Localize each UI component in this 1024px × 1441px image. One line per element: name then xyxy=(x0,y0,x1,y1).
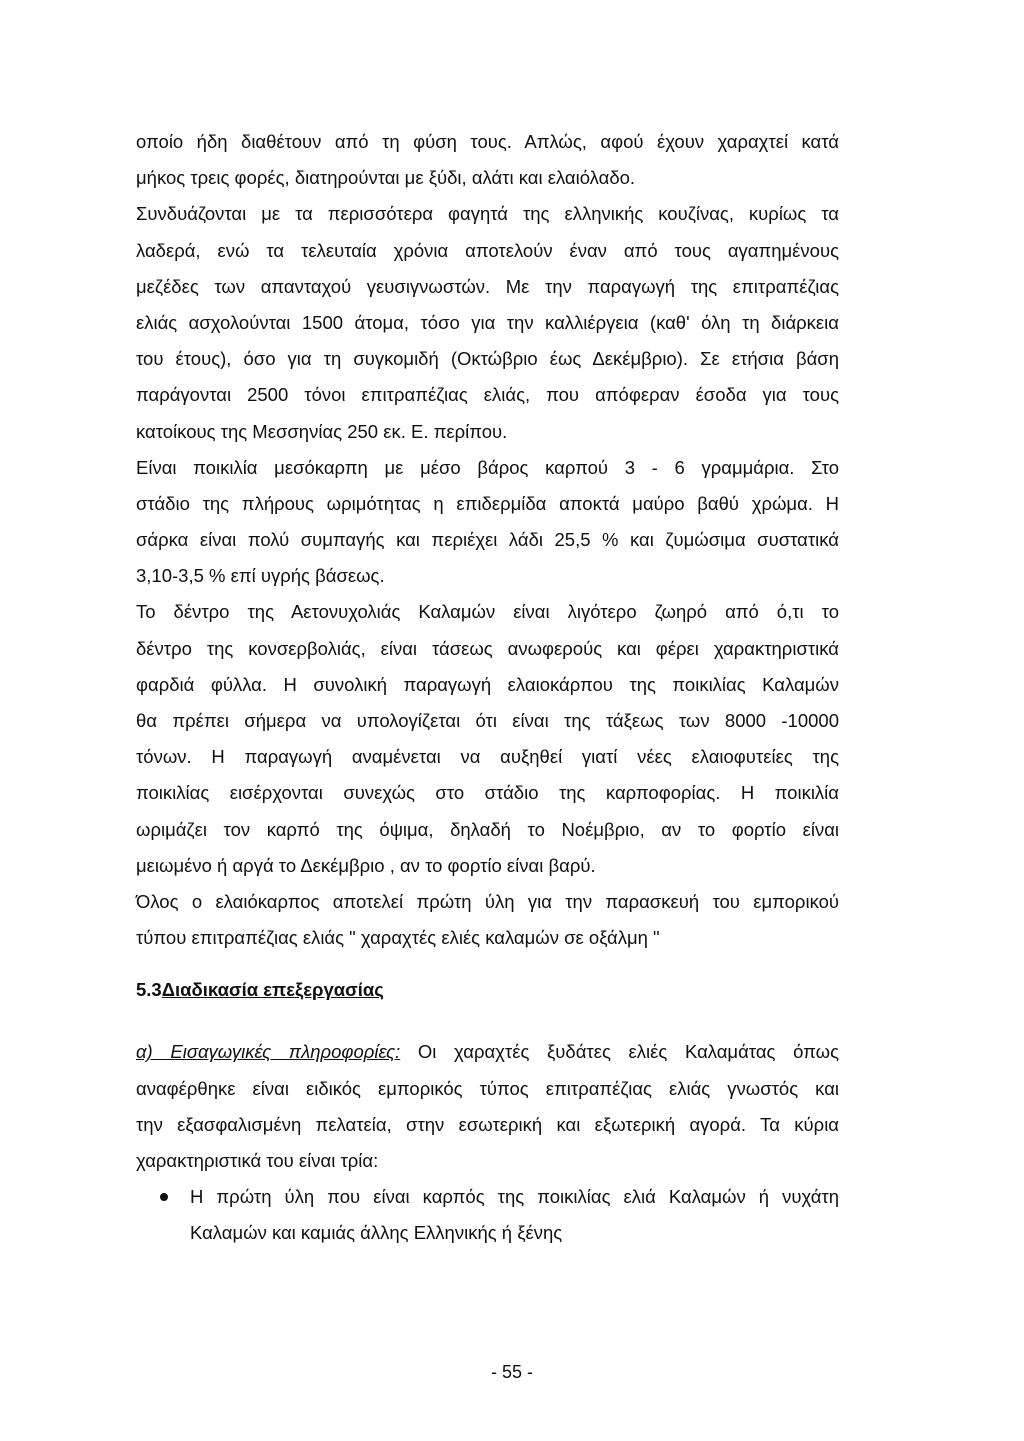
text-line: λαδερά, ενώ τα τελευταία χρόνια αποτελούν έναν από τους αγαπημένους xyxy=(136,239,839,261)
text-line: μεζέδες των απανταχού γευσιγνωστών. Με την παραγωγή της επιτραπέζιας xyxy=(136,275,839,297)
list-item-text: Η πρώτη ύλη που είναι καρπός της ποικιλίας ελιά Καλαμών ή νυχάτη xyxy=(190,1186,839,1208)
subsection-label: α) Εισαγωγικές πληροφορίες: xyxy=(136,1041,401,1063)
spacer xyxy=(136,956,839,970)
paragraph-5 xyxy=(136,884,839,956)
text-line: την εξασφαλισμένη πελατεία, στην εσωτερική και εξωτερική αγορά. Τα κύρια xyxy=(136,1113,839,1135)
text-line: του έτους), όσο για τη συγκομιδή (Οκτώβριο έως Δεκέμβριο). Σε ετήσια βάση xyxy=(136,348,839,370)
text-line: Είναι ποικιλία μεσόκαρπη με μέσο βάρος καρπού 3 - 6 γραμμάρια. Στο xyxy=(136,456,839,478)
list-item-continuation: Καλαμών και καμιάς άλλης Ελληνικής ή ξένης xyxy=(190,1222,563,1244)
paragraph-2 xyxy=(136,196,839,449)
text-line: τόνων. Η παραγωγή αναμένεται να αυξηθεί γιατί νέες ελαιοφυτείες της xyxy=(136,746,839,768)
document-page xyxy=(136,124,839,1251)
text-line: Όλος ο ελαιόκαρπος αποτελεί πρώτη ύλη για την παρασκευή του εμπορικού xyxy=(136,890,839,912)
paragraph-4 xyxy=(136,594,839,884)
list-item xyxy=(136,1179,839,1215)
page-number: - 55 - xyxy=(490,1362,533,1382)
text-line: χαρακτηριστικά του είναι τρία: xyxy=(136,1149,379,1171)
subsection-line-rest: Οι χαραχτές ξυδάτες ελιές Καλαμάτας όπως xyxy=(417,1041,839,1063)
text-line xyxy=(136,1034,839,1070)
text-line: θα πρέπει σήμερα να υπολογίζεται ότι είναι της τάξεως των 8000 -10000 xyxy=(136,710,839,731)
text-line: οποίο ήδη διαθέτουν από τη φύση τους. Απλώς, αφού έχουν χαραχτεί κατά xyxy=(136,131,839,152)
text-line: κατοίκους της Μεσσηνίας 250 εκ. Ε. περίπου. xyxy=(136,420,508,442)
spacer xyxy=(136,1008,839,1034)
text-line: μήκος τρεις φορές, διατηρούνται με ξύδι, αλάτι και ελαιόλαδο. xyxy=(136,167,636,189)
paragraph-1 xyxy=(136,124,839,196)
text-line: Το δέντρο της Αετονυχολιάς Καλαμών είναι λιγότερο ζωηρό από ό,τι το xyxy=(136,601,839,623)
section-heading xyxy=(136,972,839,1008)
text-line: ποικιλίας εισέρχονται συνεχώς στο στάδιο της καρποφορίας. Η ποικιλία xyxy=(136,782,839,804)
text-line: Συνδυάζονται με τα περισσότερα φαγητά της ελληνικής κουζίνας, κυρίως τα xyxy=(136,203,839,225)
text-line: 3,10-3,5 % επί υγρής βάσεως. xyxy=(136,565,385,587)
subsection-intro xyxy=(136,1034,839,1179)
text-line: τύπου επιτραπέζιας ελιάς " χαραχτές ελιές καλαμών σε οξάλμη " xyxy=(136,927,660,949)
section-number: 5.3 xyxy=(136,979,162,1001)
text-line: στάδιο της πλήρους ωριμότητας η επιδερμίδα αποκτά μαύρο βαθύ χρώμα. Η xyxy=(136,492,839,514)
text-line: παράγονται 2500 τόνοι επιτραπέζιας ελιάς, που απόφεραν έσοδα για τους xyxy=(136,384,839,406)
text-line: αναφέρθηκε είναι ειδικός εμπορικός τύπος επιτραπέζιας ελιάς γνωστός και xyxy=(136,1077,839,1099)
text-line: μειωμένο ή αργά το Δεκέμβριο , αν το φορτίο είναι βαρύ. xyxy=(136,854,596,876)
text-line: δέντρο της κονσερβολιάς, είναι τάσεως ανωφερούς και φέρει χαρακτηριστικά xyxy=(136,637,839,659)
bullet-list xyxy=(136,1179,839,1251)
text-line: ελιάς ασχολούνται 1500 άτομα, τόσο για την καλλιέργεια (καθ' όλη τη διάρκεια xyxy=(136,311,839,333)
section-title: Διαδικασία επεξεργασίας xyxy=(161,979,384,1001)
text-line: ωριμάζει τον καρπό της όψιμα, δηλαδή το Νοέμβριο, αν το φορτίο είναι xyxy=(136,818,839,840)
text-line: φαρδιά φύλλα. Η συνολική παραγωγή ελαιοκάρπου της ποικιλίας Καλαμών xyxy=(136,673,839,695)
paragraph-3 xyxy=(136,450,839,595)
text-line: σάρκα είναι πολύ συμπαγής και περιέχει λάδι 25,5 % και ζυμώσιμα συστατικά xyxy=(136,529,839,551)
bullet-icon xyxy=(160,1193,168,1201)
